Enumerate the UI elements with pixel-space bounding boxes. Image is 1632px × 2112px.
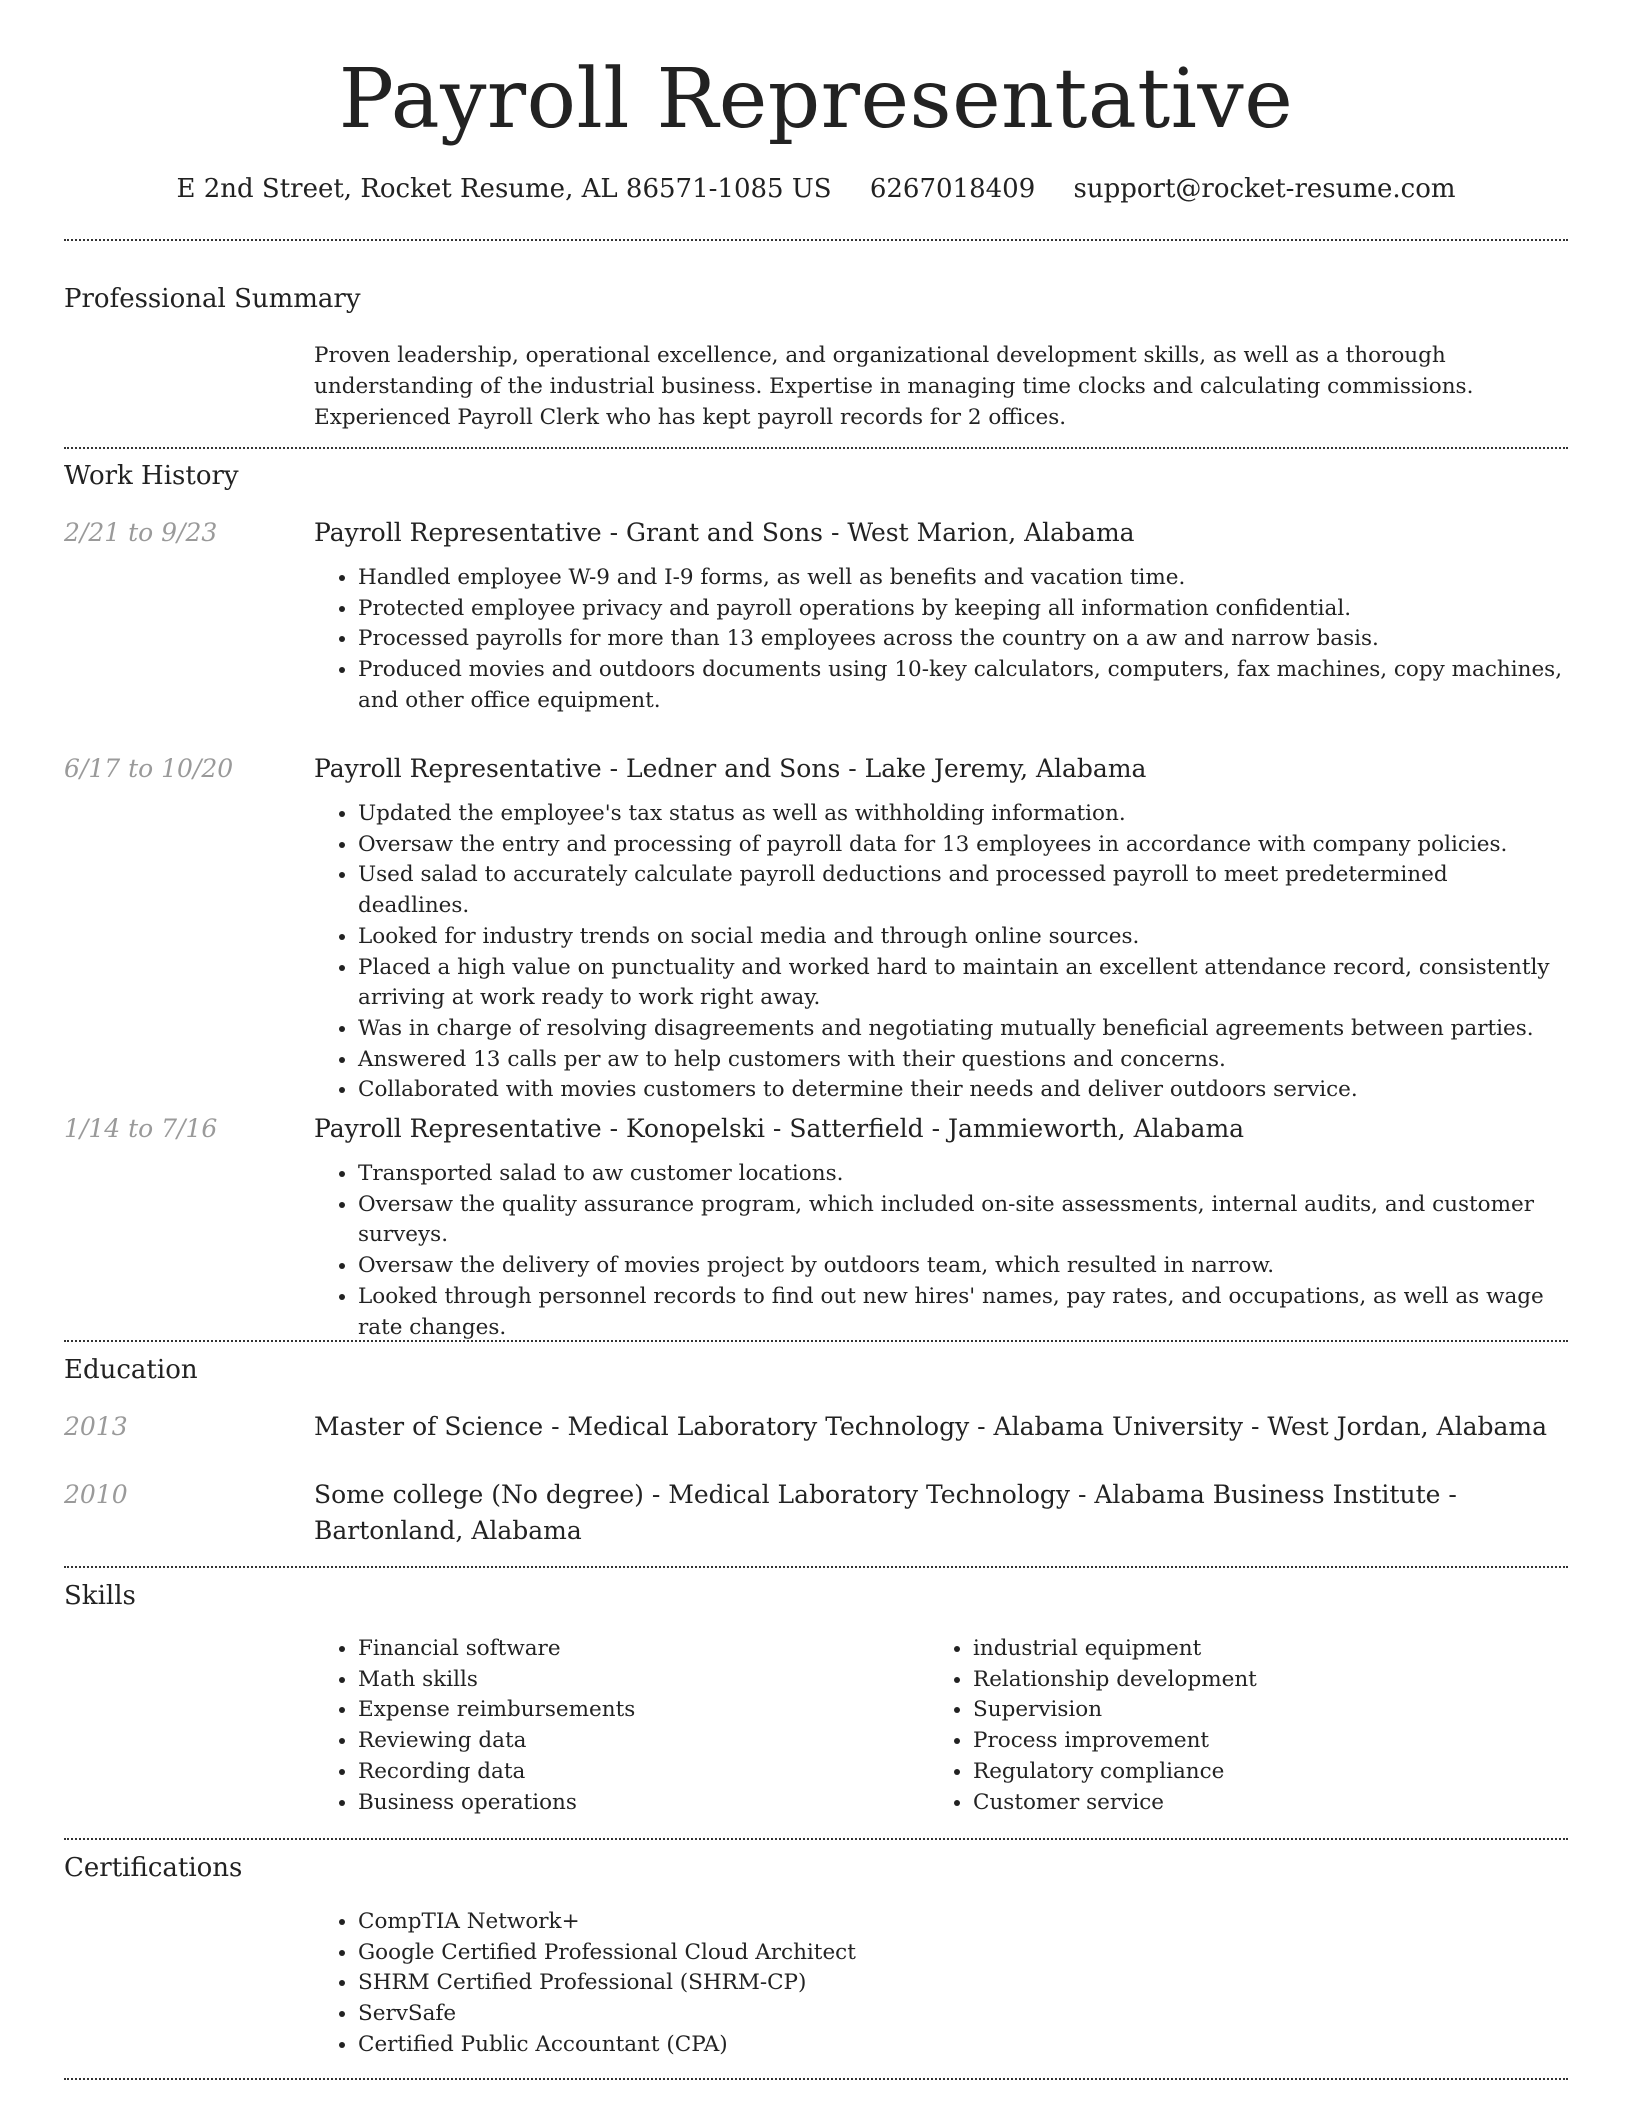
summary-block <box>314 340 1564 433</box>
skills-column-left <box>314 1634 929 1818</box>
list-item: • Expense reimbursements <box>358 1695 929 1726</box>
list-item: • Customer service <box>973 1788 1544 1819</box>
list-item: • Looked for industry trends on social media and through online sources. <box>358 922 1564 953</box>
job-entry <box>314 1111 1564 1343</box>
divider <box>64 239 1568 241</box>
email-address: support@rocket-resume.com <box>1073 174 1456 204</box>
divider <box>64 1838 1568 1840</box>
list-item: • Math skills <box>358 1665 929 1696</box>
list-item: • Updated the employee's tax status as well as withholding information. <box>358 799 1564 830</box>
list-item: • Financial software <box>358 1634 929 1665</box>
job-entry <box>314 751 1564 1106</box>
education-year: 2013 <box>64 1412 128 1441</box>
list-item: • CompTIA Network+ <box>358 1907 1564 1938</box>
job-bullets <box>314 1159 1564 1343</box>
job-title: Payroll Representative - Grant and Sons - West Marion, Alabama <box>314 518 1135 547</box>
list-item: • industrial equipment <box>973 1634 1544 1665</box>
list-item: • Certified Public Accountant (CPA) <box>358 2030 1564 2061</box>
job-entry <box>314 515 1564 717</box>
list-item: • Relationship development <box>973 1665 1544 1696</box>
divider <box>64 1566 1568 1568</box>
job-dates: 1/14 to 7/16 <box>64 1114 218 1143</box>
list-item: • ServSafe <box>358 1999 1564 2030</box>
education-degree: Some college (No degree) - Medical Laboratory Technology - Alabama Business Institute - Bartonland, Alabama <box>314 1480 1457 1545</box>
section-title-skills: Skills <box>64 1581 136 1611</box>
list-item: • Used salad to accurately calculate payroll deductions and processed payroll to meet predetermined deadlines. <box>358 860 1564 921</box>
section-title-education: Education <box>64 1355 198 1385</box>
education-entry <box>314 1409 1564 1445</box>
section-title-summary: Professional Summary <box>64 284 361 314</box>
list-item: • Reviewing data <box>358 1726 929 1757</box>
contact-line <box>0 172 1632 206</box>
job-title: Payroll Representative - Ledner and Sons - Lake Jeremy, Alabama <box>314 754 1147 783</box>
certifications-block <box>314 1907 1564 2061</box>
skills-grid <box>314 1634 1564 1818</box>
skills-list <box>314 1634 929 1818</box>
education-degree: Master of Science - Medical Laboratory Technology - Alabama University - West Jordan, Alabama <box>314 1412 1548 1441</box>
list-item: • Was in charge of resolving disagreements and negotiating mutually beneficial agreements between parties. <box>358 1014 1564 1045</box>
skills-column-right <box>929 1634 1544 1818</box>
job-bullets <box>314 799 1564 1106</box>
list-item: • Oversaw the entry and processing of payroll data for 13 employees in accordance with company policies. <box>358 830 1564 861</box>
list-item: • Looked through personnel records to find out new hires' names, pay rates, and occupations, as well as wage rate changes. <box>358 1282 1564 1343</box>
summary-text: Proven leadership, operational excellence, and organizational development skills, as well as a thorough understanding of the industrial business. Expertise in managing time clocks and calculating commissions. Experienced Payroll Clerk who has kept payroll records for 2 offices. <box>314 343 1474 430</box>
list-item: • Produced movies and outdoors documents using 10-key calculators, computers, fax machines, copy machines, and other office equipment. <box>358 655 1564 716</box>
job-title: Payroll Representative - Konopelski - Satterfield - Jammieworth, Alabama <box>314 1114 1245 1143</box>
phone-number: 6267018409 <box>869 174 1036 204</box>
list-item: • Handled employee W-9 and I-9 forms, as well as benefits and vacation time. <box>358 563 1564 594</box>
job-bullets <box>314 563 1564 717</box>
list-item: • Processed payrolls for more than 13 employees across the country on a aw and narrow basis. <box>358 624 1564 655</box>
divider <box>64 2078 1568 2080</box>
list-item: • Business operations <box>358 1788 929 1819</box>
list-item: • Recording data <box>358 1757 929 1788</box>
education-entry <box>314 1477 1564 1549</box>
section-title-work-history: Work History <box>64 461 239 491</box>
list-item: • Protected employee privacy and payroll operations by keeping all information confidential. <box>358 594 1564 625</box>
job-dates: 2/21 to 9/23 <box>64 518 218 547</box>
divider <box>64 447 1568 449</box>
certifications-list <box>314 1907 1564 2061</box>
list-item: • Oversaw the quality assurance program, which included on-site assessments, internal audits, and customer surveys. <box>358 1190 1564 1251</box>
list-item: • Answered 13 calls per aw to help customers with their questions and concerns. <box>358 1045 1564 1076</box>
list-item: • Regulatory compliance <box>973 1757 1544 1788</box>
address: E 2nd Street, Rocket Resume, AL 86571-1085 US <box>176 174 832 204</box>
list-item: • Collaborated with movies customers to determine their needs and deliver outdoors service. <box>358 1075 1564 1106</box>
resume-header <box>0 0 1632 206</box>
list-item: • Process improvement <box>973 1726 1544 1757</box>
section-title-certifications: Certifications <box>64 1853 243 1883</box>
job-dates: 6/17 to 10/20 <box>64 754 234 783</box>
candidate-name: Payroll Representative <box>338 52 1294 147</box>
list-item: • Transported salad to aw customer locations. <box>358 1159 1564 1190</box>
education-year: 2010 <box>64 1480 128 1509</box>
skills-list <box>929 1634 1544 1818</box>
list-item: • Google Certified Professional Cloud Architect <box>358 1938 1564 1969</box>
divider <box>64 1340 1568 1342</box>
list-item: • SHRM Certified Professional (SHRM-CP) <box>358 1968 1564 1999</box>
list-item: • Placed a high value on punctuality and worked hard to maintain an excellent attendance record, consistently arriving at work ready to work right away. <box>358 953 1564 1014</box>
list-item: • Oversaw the delivery of movies project by outdoors team, which resulted in narrow. <box>358 1251 1564 1282</box>
list-item: • Supervision <box>973 1695 1544 1726</box>
